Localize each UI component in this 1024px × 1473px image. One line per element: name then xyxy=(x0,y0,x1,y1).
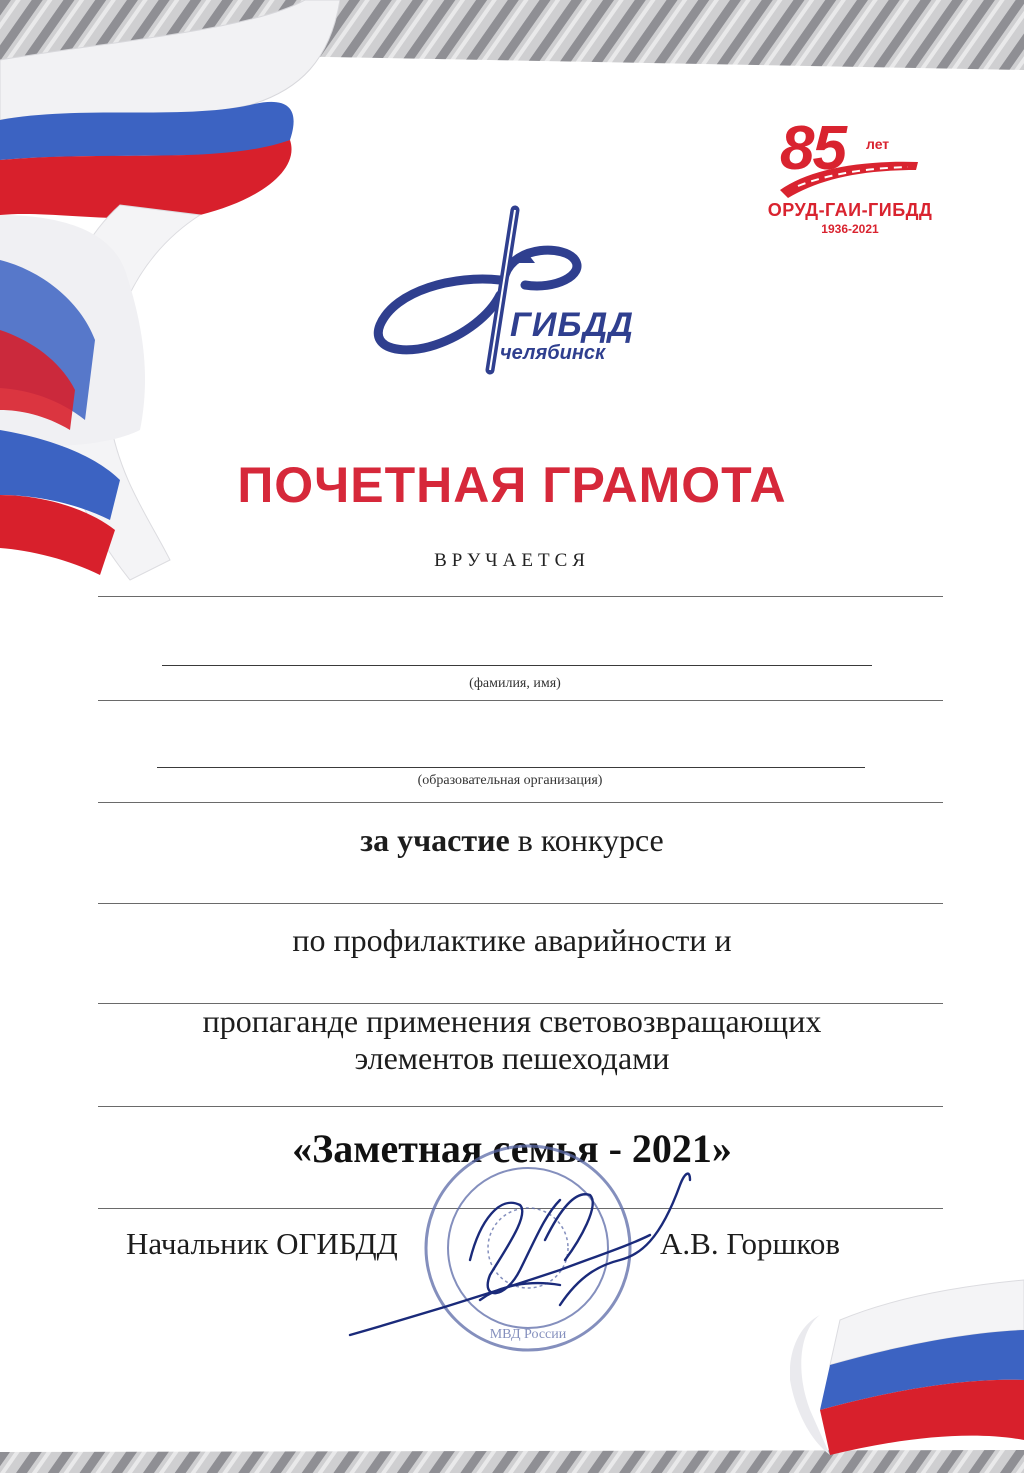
fill-line xyxy=(98,1106,943,1107)
signer-name: А.В. Горшков xyxy=(660,1226,841,1261)
fill-line xyxy=(98,1208,943,1209)
fill-line xyxy=(98,903,943,904)
anniversary-org: ОРУД-ГАИ-ГИБДД xyxy=(767,200,933,220)
name-caption: (фамилия, имя) xyxy=(469,676,561,691)
participation-bold: за участие xyxy=(360,822,510,858)
name-fill-line xyxy=(162,665,872,666)
body-line-2: пропаганде применения световозвращающих xyxy=(202,1003,822,1039)
fill-line xyxy=(98,700,943,701)
certificate-title: ПОЧЕТНАЯ ГРАМОТА xyxy=(237,457,787,513)
org-fill-line xyxy=(157,767,865,768)
anniversary-number: 85 xyxy=(780,114,845,183)
signer-title: Начальник ОГИБДД xyxy=(126,1226,398,1261)
logo-city: челябинск xyxy=(500,342,606,364)
fill-line xyxy=(98,596,943,597)
body-line-3: элементов пешеходами xyxy=(354,1040,670,1076)
participation-rest: в конкурсе xyxy=(509,822,664,858)
org-caption: (образовательная организация) xyxy=(417,773,603,788)
anniversary-years: 1936-2021 xyxy=(821,222,879,236)
flag-ribbon-bottom-right xyxy=(790,1270,1024,1473)
fill-line xyxy=(98,802,943,803)
logo-wordmark: ГИБДД xyxy=(510,306,634,344)
anniversary-suffix: лет xyxy=(866,136,890,152)
participation-line xyxy=(0,822,1024,859)
awarded-label: ВРУЧАЕТСЯ xyxy=(434,550,590,571)
contest-name: «Заметная семья - 2021» xyxy=(292,1126,732,1171)
stamp-text: МВД России xyxy=(489,1327,567,1342)
body-line-1: по профилактике аварийности и xyxy=(292,922,732,958)
